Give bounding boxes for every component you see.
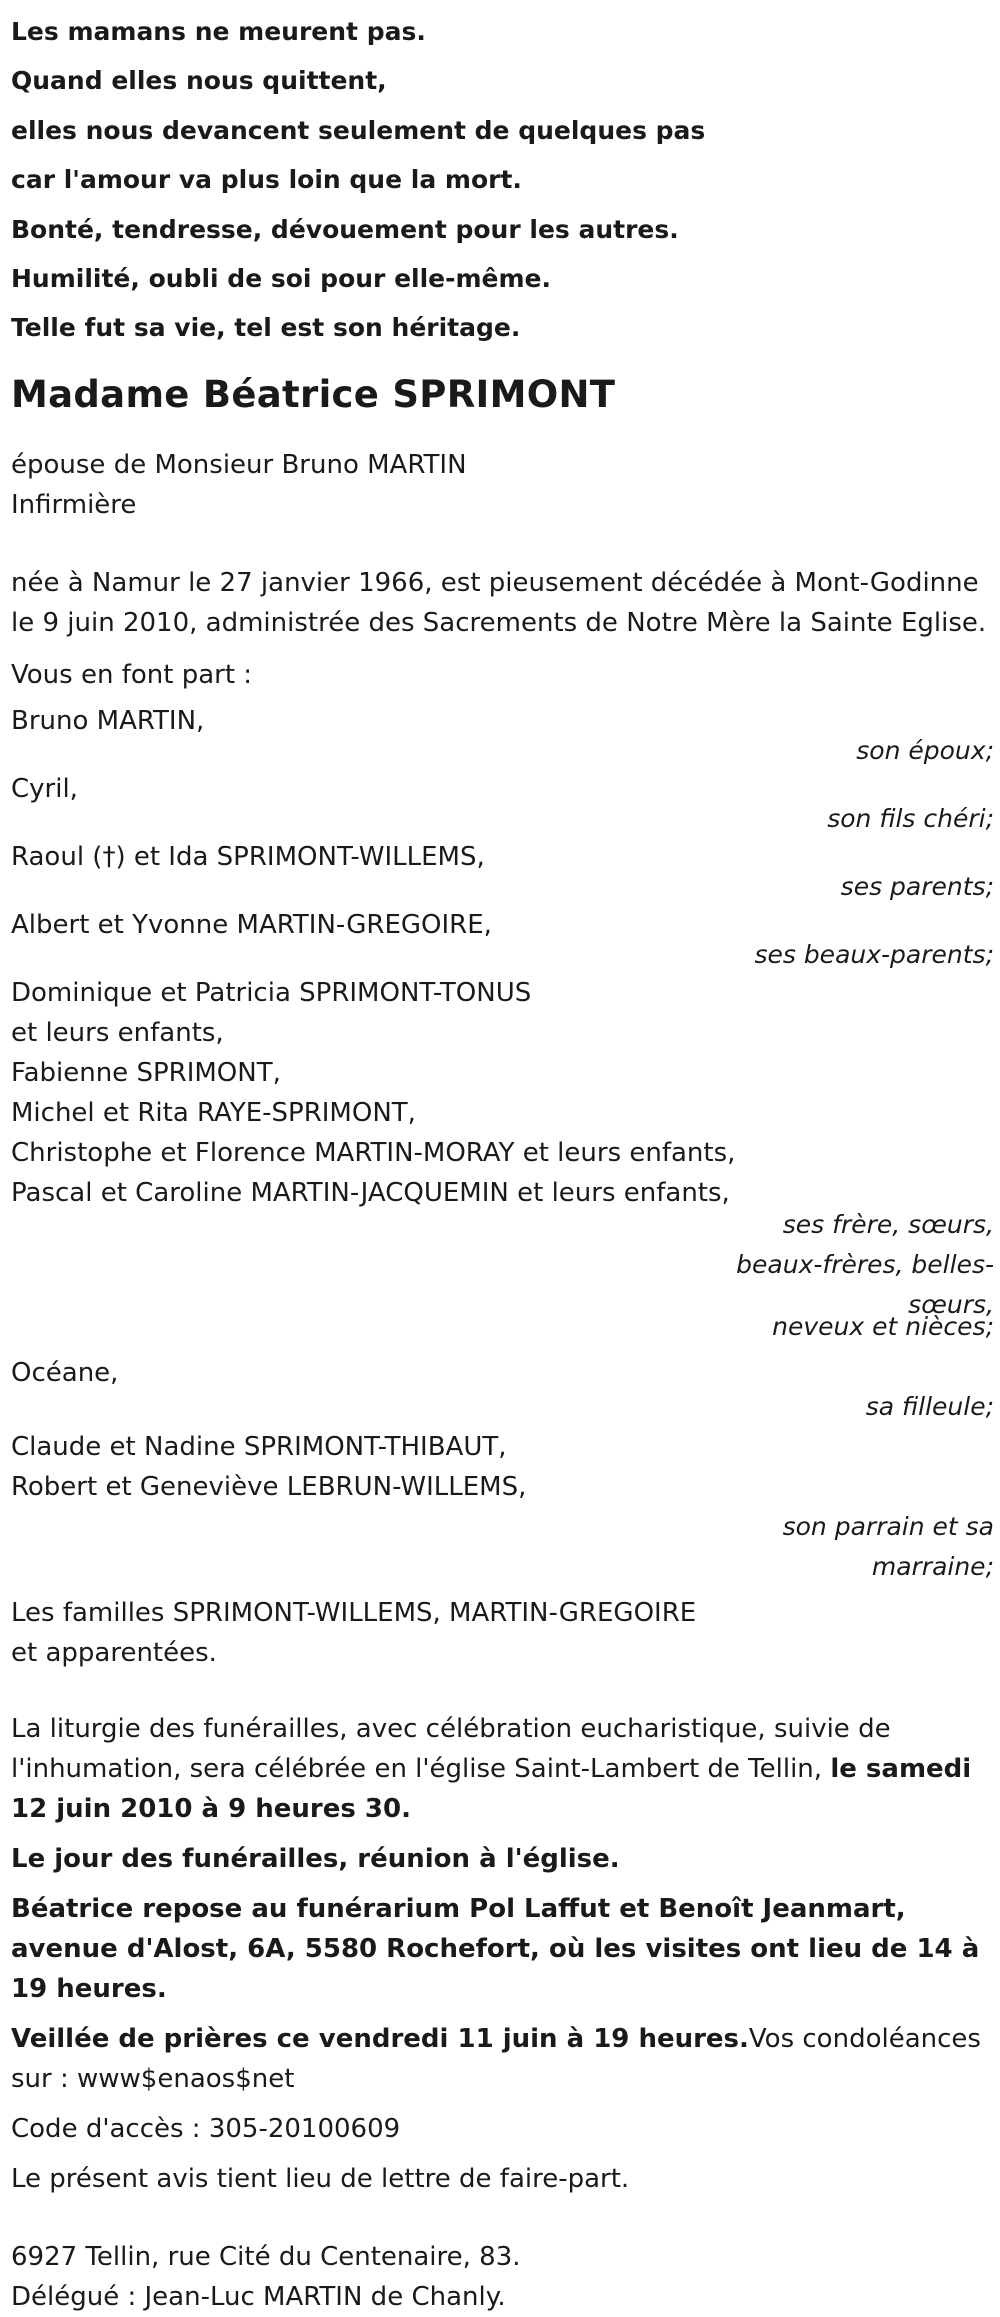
family-role: ses beaux-parents; <box>754 939 994 969</box>
poem-line: elles nous devancent seulement de quelques pas <box>11 115 706 145</box>
family-role-extra: neveux et nièces; <box>772 1311 994 1341</box>
deceased-name: Madame Béatrice SPRIMONT <box>11 372 616 416</box>
liturgy-paragraph <box>11 1709 994 1829</box>
vigil-notice: Veillée de prières ce vendredi 11 juin à 19 heures. <box>11 2023 749 2054</box>
poem <box>11 7 994 353</box>
liturgy-text: La liturgie des funérailles, avec célébration eucharistique, suivie de l'inhumation, sera célébrée en l'église Saint-Lambert de Tellin, <box>11 1713 891 1784</box>
meeting-notice: Le jour des funérailles, réunion à l'église. <box>11 1843 620 1874</box>
announcement-intro: Vous en font part : <box>11 659 253 690</box>
family-group-son <box>11 769 994 839</box>
faire-part-notice: Le présent avis tient lieu de lettre de faire-part. <box>11 2163 630 2194</box>
family-group-families <box>11 1593 994 1673</box>
family-group-siblings <box>11 973 994 1347</box>
liturgy-date: le samedi 12 juin 2010 à 9 heures 30. <box>11 1753 972 1824</box>
family-role: sa filleule; <box>865 1391 994 1421</box>
family-group-goddaughter <box>11 1353 994 1427</box>
family-names: Albert et Yvonne MARTIN-GREGOIRE, <box>11 909 492 940</box>
poem-line: car l'amour va plus loin que la mort. <box>11 165 522 195</box>
family-role-line: marraine; <box>871 1551 994 1581</box>
poem-line: Bonté, tendresse, dévouement pour les autres. <box>11 214 679 244</box>
poem-line: Telle fut sa vie, tel est son héritage. <box>11 313 521 343</box>
vigil-paragraph <box>11 2019 994 2099</box>
family-names: Raoul (†) et Ida SPRIMONT-WILLEMS, <box>11 841 485 872</box>
family-names: Fabienne SPRIMONT, <box>11 1057 281 1088</box>
family-names: Christophe et Florence MARTIN-MORAY et leurs enfants, <box>11 1137 736 1168</box>
family-group-in-laws <box>11 905 994 975</box>
family-names: Océane, <box>11 1357 119 1388</box>
profession: Infirmière <box>11 489 137 520</box>
family-role: son fils chéri; <box>827 803 994 833</box>
spouse-line: épouse de Monsieur Bruno MARTIN <box>11 449 467 480</box>
family-names: Pascal et Caroline MARTIN-JACQUEMIN et leurs enfants, <box>11 1177 730 1208</box>
family-names: Bruno MARTIN, <box>11 705 205 736</box>
family-role: ses parents; <box>840 871 994 901</box>
family-names: Claude et Nadine SPRIMONT-THIBAUT, <box>11 1431 507 1462</box>
family-group-spouse <box>11 701 994 771</box>
biography: née à Namur le 27 janvier 1966, est pieusement décédée à Mont-Godinne le 9 juin 2010, administrée des Sacrements de Notre Mère la Sainte Eglise. <box>11 567 987 638</box>
family-group-parents <box>11 837 994 907</box>
family-role-line: sœurs, <box>908 1289 994 1319</box>
condolences-text: Vos condoléances sur : www$enaos$net <box>11 2023 981 2094</box>
family-names: et leurs enfants, <box>11 1017 224 1048</box>
footer-address: 6927 Tellin, rue Cité du Centenaire, 83. <box>11 2241 521 2272</box>
family-role-line: beaux-frères, belles- <box>736 1249 994 1279</box>
repose-notice: Béatrice repose au funérarium Pol Laffut et Benoît Jeanmart, avenue d'Alost, 6A, 5580 Rochefort, où les visites ont lieu de 14 à 19 heures. <box>11 1893 980 2004</box>
access-code: Code d'accès : 305-20100609 <box>11 2113 401 2144</box>
family-names: Dominique et Patricia SPRIMONT-TONUS <box>11 977 532 1008</box>
poem-line: Humilité, oubli de soi pour elle-même. <box>11 264 552 294</box>
family-names: Michel et Rita RAYE-SPRIMONT, <box>11 1097 416 1128</box>
family-names: Les familles SPRIMONT-WILLEMS, MARTIN-GREGOIRE <box>11 1597 697 1628</box>
family-role: son époux; <box>856 735 994 765</box>
family-names: Cyril, <box>11 773 78 804</box>
family-role <box>734 1507 994 1587</box>
family-role-line: son parrain et sa <box>782 1511 994 1541</box>
footer-delegate: Délégué : Jean-Luc MARTIN de Chanly. <box>11 2281 506 2312</box>
family-names: Robert et Geneviève LEBRUN-WILLEMS, <box>11 1471 527 1502</box>
obituary-page <box>11 0 994 2317</box>
obituary-column <box>11 7 994 2317</box>
family-names: et apparentées. <box>11 1637 217 1668</box>
family-group-godparents <box>11 1427 994 1587</box>
poem-line: Les mamans ne meurent pas. <box>11 17 426 46</box>
poem-line: Quand elles nous quittent, <box>11 66 387 96</box>
family-role-line: ses frère, sœurs, <box>782 1209 994 1239</box>
